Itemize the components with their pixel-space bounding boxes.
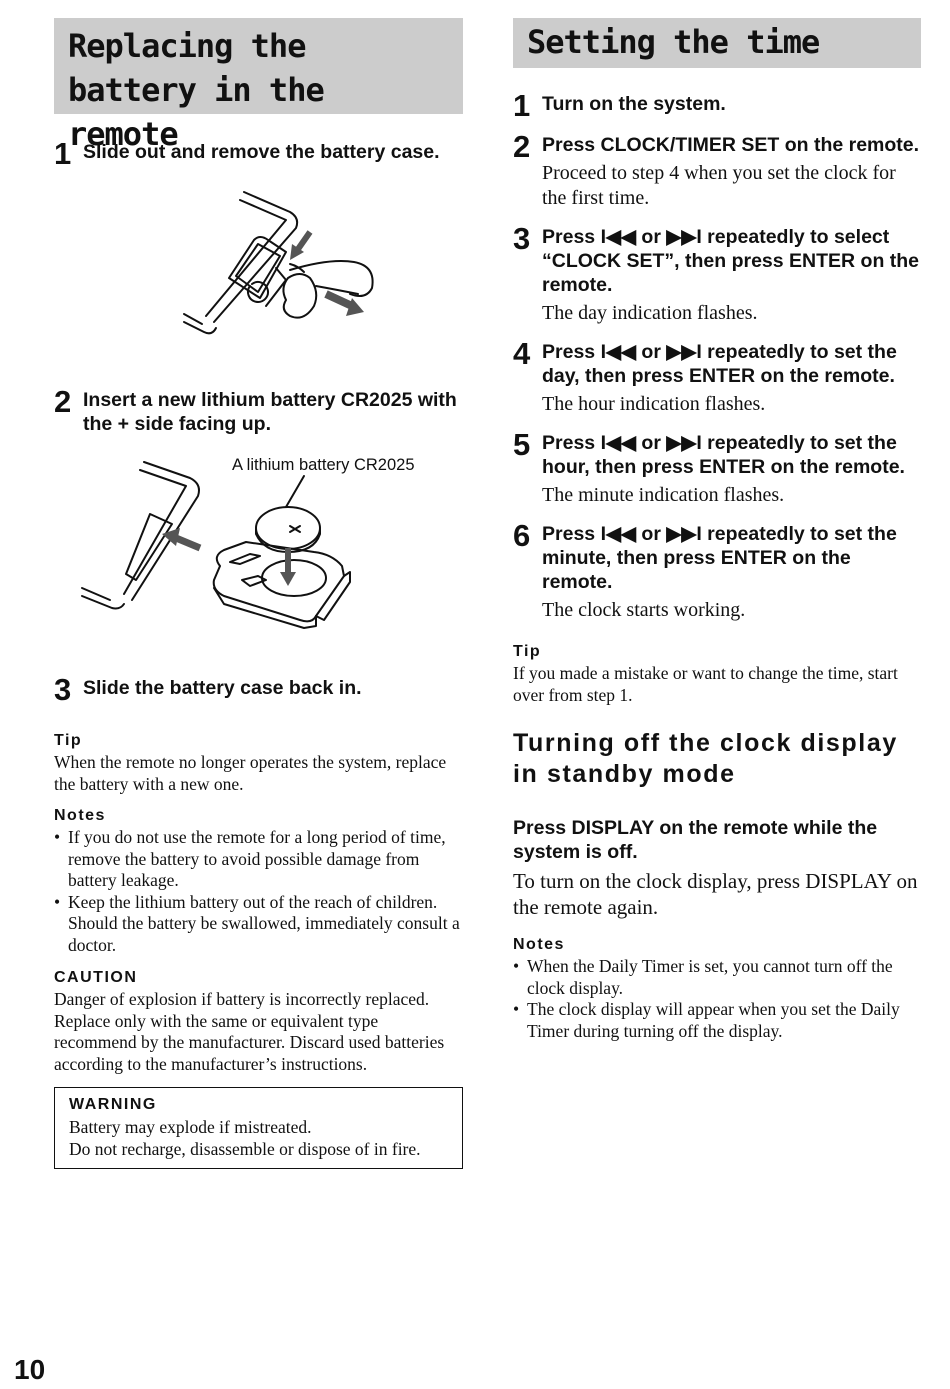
page-number: 10 — [14, 1354, 46, 1385]
step-text-post: repeatedly to set the day, then press ENTER on the remote. — [542, 341, 897, 387]
caution-label: CAUTION — [54, 969, 138, 986]
step-text-post: repeatedly to set the hour, then press ENTER on the remote. — [542, 432, 905, 478]
time-tip — [513, 643, 921, 706]
battery-callout-label: A lithium battery CR2025 — [232, 456, 415, 474]
step-text-mid: or — [635, 432, 667, 454]
time-step-5 — [513, 427, 921, 508]
tip-label: Tip — [54, 732, 83, 749]
battery-caution — [54, 969, 463, 1075]
step-number: 2 — [54, 384, 72, 419]
caution-text: Danger of explosion if battery is incorrectly replaced. Replace only with the same or equivalent type recommend by the manufacturer. Discard used batteries according to the manufacturer’s instructions. — [54, 989, 445, 1074]
previous-track-icon: I◀◀ — [600, 523, 636, 545]
step-text: Slide the battery case back in. — [83, 677, 362, 699]
step-number: 3 — [513, 221, 531, 256]
step-number: 6 — [513, 518, 531, 553]
step-number: 1 — [54, 136, 72, 171]
step-text — [542, 431, 921, 479]
time-step-2 — [513, 129, 921, 211]
battery-step-2 — [54, 384, 463, 436]
step-text-pre: Press — [542, 432, 601, 454]
step-text-post: repeatedly to select “CLOCK SET”, then press ENTER on the remote. — [542, 226, 920, 296]
notes-label: Notes — [54, 807, 106, 824]
display-instruction: Press DISPLAY on the remote while the system is off. — [513, 817, 878, 863]
time-step-4 — [513, 336, 921, 417]
right-column — [513, 18, 921, 1042]
previous-track-icon: I◀◀ — [600, 432, 636, 454]
tip-label: Tip — [513, 643, 542, 660]
next-track-icon: ▶▶I — [666, 432, 702, 454]
step-text: Slide out and remove the battery case. — [83, 141, 440, 163]
note-item: • If you do not use the remote for a long period of time, remove the battery to avoid possible damage from battery leakage. — [54, 827, 463, 892]
step-note: The day indication flashes. — [542, 302, 758, 324]
step-text-mid: or — [635, 523, 667, 545]
battery-step-1 — [54, 136, 463, 171]
section-heading-time: Setting the time — [513, 18, 921, 68]
step-text — [542, 522, 921, 594]
time-step-1 — [513, 88, 921, 123]
battery-notes — [54, 807, 463, 956]
previous-track-icon: I◀◀ — [600, 341, 636, 363]
note-item: • When the Daily Timer is set, you cannot turn off the clock display. — [513, 956, 921, 999]
step-text-mid: or — [635, 226, 667, 248]
tip-text: If you made a mistake or want to change the time, start over from step 1. — [513, 663, 898, 705]
step-number: 3 — [54, 672, 72, 707]
step-text-pre: Press — [542, 226, 601, 248]
notes-label: Notes — [513, 936, 565, 953]
step-text — [542, 225, 921, 297]
battery-tip — [54, 732, 463, 795]
remove-battery-case-illustration — [54, 182, 463, 362]
time-step-6 — [513, 518, 921, 623]
tip-text: When the remote no longer operates the system, replace the battery with a new one. — [54, 752, 447, 794]
insert-battery-illustration-wrapper — [54, 448, 463, 646]
insert-battery-illustration — [54, 448, 463, 646]
next-track-icon: ▶▶I — [666, 226, 702, 248]
step-text-pre: Press — [542, 341, 601, 363]
warning-line-2: Do not recharge, disassemble or dispose of in fire. — [69, 1138, 421, 1159]
step-number: 2 — [513, 129, 531, 164]
next-track-icon: ▶▶I — [666, 523, 702, 545]
step-note: The clock starts working. — [542, 599, 746, 621]
step-number: 5 — [513, 427, 531, 462]
step-text: Turn on the system. — [542, 93, 726, 115]
step-note: The minute indication flashes. — [542, 484, 785, 506]
step-text: Insert a new lithium battery CR2025 with the + side facing up. — [83, 389, 457, 435]
step-text — [542, 340, 921, 388]
note-item: • The clock display will appear when you set the Daily Timer during turning off the display. — [513, 999, 921, 1042]
section-heading-battery: Replacing the battery in the remote — [54, 18, 463, 114]
battery-step-3 — [54, 672, 463, 707]
previous-track-icon: I◀◀ — [600, 226, 636, 248]
display-instruction-note: To turn on the clock display, press DISPLAY on the remote again. — [513, 869, 918, 919]
warning-box — [54, 1087, 463, 1169]
warning-label: WARNING — [69, 1096, 157, 1113]
step-number: 1 — [513, 88, 531, 123]
step-number: 4 — [513, 336, 531, 371]
step-text-pre: Press — [542, 523, 601, 545]
warning-line-1: Battery may explode if mistreated. — [69, 1117, 312, 1137]
note-item: • Keep the lithium battery out of the reach of children. Should the battery be swallowed, immediately consult a doctor. — [54, 892, 463, 957]
next-track-icon: ▶▶I — [666, 341, 702, 363]
step-text-post: repeatedly to set the minute, then press ENTER on the remote. — [542, 523, 897, 593]
time-step-3 — [513, 221, 921, 326]
step-note: Proceed to step 4 when you set the clock for the first time. — [542, 162, 896, 209]
step-note: The hour indication flashes. — [542, 393, 766, 415]
step-text: Press CLOCK/TIMER SET on the remote. — [542, 134, 920, 156]
clock-display-subheading: Turning off the clock display in standby mode — [513, 729, 898, 788]
time-notes — [513, 936, 921, 1042]
step-text-mid: or — [635, 341, 667, 363]
left-column — [54, 18, 463, 1169]
